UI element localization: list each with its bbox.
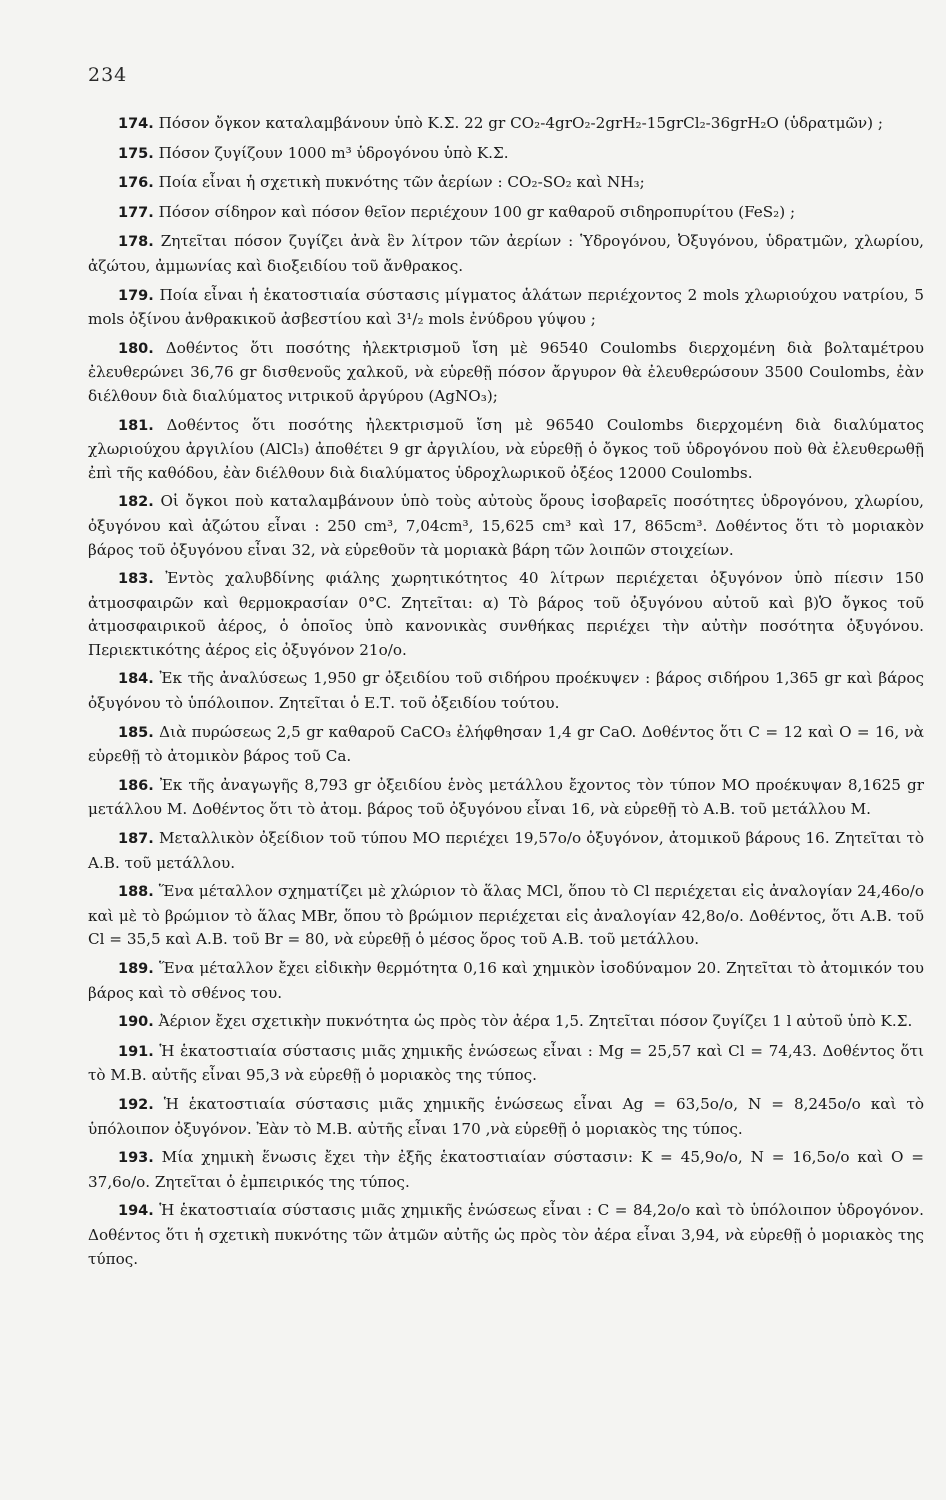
problem-text: Δοθέντος ὅτι ποσότης ἠλεκτρισμοῦ ἴση μὲ 96540 Coulombs διερχομένη διὰ διαλύματος χλωριούχου ἀργιλίου (AlCl₃) ἀποθέτει 9 gr ἀργιλίου, νὰ εὑρεθῇ ὁ ὄγκος τοῦ ὑδρογόνου ποὺ θὰ ἐλευθερωθῇ ἐπὶ τῆς καθόδου, ἐὰν διέλθουν διὰ διαλύματος ὑδροχλωρικοῦ ὀξέος 12000 Coulombs. xyxy=(88,415,925,482)
problem-number: 185. xyxy=(118,724,154,741)
problem-item xyxy=(88,1010,924,1035)
problem-text: Ἐκ τῆς ἀναλύσεως 1,950 gr ὀξειδίου τοῦ σιδήρου προέκυψεν : βάρος σιδήρου 1,365 gr καὶ βάρος ὀξυγόνου τὸ ὑπόλοιπον. Ζητεῖται ὁ Ε.Τ. τοῦ ὀξειδίου τούτου. xyxy=(88,669,924,713)
problem-number: 187. xyxy=(118,831,154,848)
problem-number: 194. xyxy=(118,1203,154,1220)
problem-text: Πόσον ζυγίζουν 1000 m³ ὑδρογόνου ὑπὸ Κ.Σ. xyxy=(158,143,509,162)
problem-text: Ποία εἶναι ἡ σχετικὴ πυκνότης τῶν ἀερίων : CO₂-SO₂ καὶ NH₃; xyxy=(158,173,645,192)
problem-text: Διὰ πυρώσεως 2,5 gr καθαροῦ CaCO₃ ἐλήφθησαν 1,4 gr CaO. Δοθέντος ὅτι C = 12 καὶ O = 16, νὰ εὑρεθῇ τὸ ἀτομικὸν βάρος τοῦ Ca. xyxy=(88,722,925,766)
problem-number: 188. xyxy=(118,884,154,901)
problem-text: Ἐντὸς χαλυβδίνης φιάλης χωρητικότητος 40 λίτρων περιέχεται ὀξυγόνον ὑπὸ πίεσιν 150 ἀτμοσφαιρῶν καὶ θερμοκρασίαν 0°C. Ζητεῖται: α) Τὸ βάρος τοῦ ὀξυγόνου αὐτοῦ καὶ β)Ὁ ὄγκος τοῦ ἀτμοσφαιρικοῦ ἀέρος, ὁ ὁποῖος ὑπὸ κανονικὰς συνθήκας περιέχει τὴν αὐτὴν ποσότητα ὀξυγόνου. Περιεκτικότης ἀέρος εἰς ὀξυγόνον 21ο/ο. xyxy=(88,569,925,659)
problem-item xyxy=(88,490,924,562)
problem-text: Ἡ ἑκατοστιαία σύστασις μιᾶς χημικῆς ἑνώσεως εἶναι Ag = 63,5ο/ο, N = 8,245ο/ο καὶ τὸ ὑπόλοιπον ὀξυγόνον. Ἐὰν τὸ Μ.Β. αὐτῆς εἶναι 170 ,νὰ εὑρεθῇ ὁ μοριακὸς της τύπος. xyxy=(88,1094,924,1138)
problem-number: 186. xyxy=(118,777,154,794)
problem-item xyxy=(88,171,924,196)
problem-number: 177. xyxy=(118,204,154,221)
problem-item xyxy=(88,721,924,769)
problem-item xyxy=(88,112,924,137)
problem-item xyxy=(88,142,924,167)
problem-item xyxy=(88,957,924,1005)
problem-text: Πόσον ὄγκον καταλαμβάνουν ὑπὸ Κ.Σ. 22 gr CO₂-4grO₂-2grH₂-15grCl₂-36grH₂O (ὑδρατμῶν) ; xyxy=(158,114,883,132)
problem-number: 190. xyxy=(118,1014,154,1031)
problem-text: Μία χημικὴ ἕνωσις ἔχει τὴν ἐξῆς ἑκατοστιαίαν σύστασιν: K = 45,9ο/ο, N = 16,5ο/ο καὶ O = 37,6ο/ο. Ζητεῖται ὁ ἐμπειρικός της τύπος. xyxy=(88,1148,925,1191)
page-number: 234 xyxy=(88,64,128,86)
problem-number: 191. xyxy=(118,1043,154,1060)
problem-number: 179. xyxy=(118,287,154,304)
problem-number: 182. xyxy=(118,494,154,511)
problem-text: Ἐκ τῆς ἀναγωγῆς 8,793 gr ὀξειδίου ἑνὸς μετάλλου ἔχοντος τὸν τύπον MO προέκυψαν 8,1625 gr μετάλλου M. Δοθέντος ὅτι τὸ ἀτομ. βάρος τοῦ ὀξυγόνου εἶναι 16, νὰ εὑρεθῇ τὸ Α.Β. τοῦ μετάλλου M. xyxy=(88,775,924,819)
problem-text: Ἡ ἑκατοστιαία σύστασις μιᾶς χημικῆς ἑνώσεως εἶναι : Mg = 25,57 καὶ Cl = 74,43. Δοθέντος ὅτι τὸ Μ.Β. αὐτῆς εἶναι 95,3 νὰ εὑρεθῇ ὁ μοριακὸς της τύπος. xyxy=(88,1041,925,1085)
problem-number: 180. xyxy=(118,340,154,357)
problem-number: 181. xyxy=(118,417,154,434)
problem-number: 189. xyxy=(118,961,154,977)
problem-item xyxy=(88,1040,924,1088)
problem-text: Ἀέριον ἔχει σχετικὴν πυκνότητα ὡς πρὸς τὸν ἀέρα 1,5. Ζητεῖται πόσον ζυγίζει 1 l αὐτοῦ ὑπὸ Κ.Σ. xyxy=(158,1012,913,1031)
problem-item xyxy=(88,880,924,952)
problem-number: 184. xyxy=(118,671,154,688)
problem-item xyxy=(88,201,924,226)
problem-item xyxy=(88,284,924,332)
problem-text: Οἱ ὄγκοι ποὺ καταλαμβάνουν ὑπὸ τοὺς αὐτοὺς ὅρους ἰσοβαρεῖς ποσότητες ὑδρογόνου, χλωρίου, ὀξυγόνου καὶ ἀζώτου εἶναι : 250 cm³, 7,04cm³, 15,625 cm³ καὶ 17, 865cm³. Δοθέντος ὅτι τὸ μοριακὸν βάρος τοῦ ὀξυγόνου εἶναι 32, νὰ εὑρεθοῦν τὰ μοριακὰ βάρη τῶν λοιπῶν στοιχείων. xyxy=(88,492,925,559)
problem-item xyxy=(88,774,924,822)
problem-item xyxy=(88,230,924,278)
problem-number: 174. xyxy=(118,116,154,132)
problem-text: Ἕνα μέταλλον σχηματίζει μὲ χλώριον τὸ ἅλας MCl, ὅπου τὸ Cl περιέχεται εἰς ἀναλογίαν 24,46ο/ο καὶ μὲ τὸ βρώμιον τὸ ἅλας MBr, ὅπου τὸ βρώμιον περιέχεται εἰς ἀναλογίαν 42,8ο/ο. Δοθέντος, ὅτι Α.Β. τοῦ Cl = 35,5 καὶ Α.Β. τοῦ Br = 80, νὰ εὑρεθῇ ὁ μέσος ὅρος τοῦ Α.Β. τοῦ μετάλλου. xyxy=(88,882,924,949)
problem-item xyxy=(88,567,924,662)
problem-number: 193. xyxy=(118,1150,154,1167)
problem-text: Ζητεῖται πόσον ζυγίζει ἀνὰ ἓν λίτρον τῶν ἀερίων : Ὑδρογόνου, Ὀξυγόνου, ὑδρατμῶν, χλωρίου, ἀζώτου, ἀμμωνίας καὶ διοξειδίου τοῦ ἄνθρακος. xyxy=(88,232,925,275)
problem-text: Μεταλλικὸν ὀξείδιον τοῦ τύπου MO περιέχει 19,57ο/ο ὀξυγόνον, ἀτομικοῦ βάρους 16. Ζητεῖται τὸ Α.Β. τοῦ μετάλλου. xyxy=(88,829,925,872)
problem-number: 192. xyxy=(118,1096,154,1113)
problem-text: Ποία εἶναι ἡ ἑκατοστιαία σύστασις μίγματος ἁλάτων περιέχοντος 2 mols χλωριούχου νατρίου, 5 mols ὀξίνου ἀνθρακικοῦ ἀσβεστίου καὶ 3¹/₂ mols ἐνύδρου γύψου ; xyxy=(88,285,924,329)
problem-item xyxy=(88,414,924,486)
problem-number: 176. xyxy=(118,175,154,192)
problem-item xyxy=(88,1199,924,1271)
problem-text: Ἕνα μέταλλον ἔχει εἰδικὴν θερμότητα 0,16 καὶ χημικὸν ἰσοδύναμον 20. Ζητεῖται τὸ ἀτομικόν του βάρος καὶ τὸ σθένος του. xyxy=(88,959,924,1002)
problem-text: Πόσον σίδηρον καὶ πόσον θεῖον περιέχουν 100 gr καθαροῦ σιδηροπυρίτου (FeS₂) ; xyxy=(158,202,796,221)
problem-list xyxy=(88,112,924,1276)
problem-text: Δοθέντος ὅτι ποσότης ἠλεκτρισμοῦ ἴση μὲ 96540 Coulombs διερχομένη διὰ βολταμέτρου ἐλευθερώνει 36,76 gr δισθενοῦς χαλκοῦ, νὰ εὑρεθῇ πόσον ἄργυρον θὰ ἐλευθερώσουν 3500 Coulombs, ἐὰν διέλθουν διὰ διαλύματος νιτρικοῦ ἀργύρου (AgNO₃); xyxy=(88,338,924,405)
problem-number: 183. xyxy=(118,571,154,588)
problem-number: 178. xyxy=(118,234,154,251)
problem-number: 175. xyxy=(118,145,154,162)
problem-item xyxy=(88,337,924,409)
problem-item xyxy=(88,1093,924,1141)
problem-item xyxy=(88,1146,924,1194)
problem-item xyxy=(88,827,924,875)
problem-item xyxy=(88,667,924,715)
problem-text: Ἡ ἑκατοστιαία σύστασις μιᾶς χημικῆς ἑνώσεως εἶναι : C = 84,2ο/ο καὶ τὸ ὑπόλοιπον ὑδρογόνον. Δοθέντος ὅτι ἡ σχετικὴ πυκνότης τῶν ἀτμῶν αὐτῆς ὡς πρὸς τὸν ἀέρα εἶναι 3,94, νὰ εὑρεθῇ ὁ μοριακὸς της τύπος. xyxy=(88,1201,924,1268)
